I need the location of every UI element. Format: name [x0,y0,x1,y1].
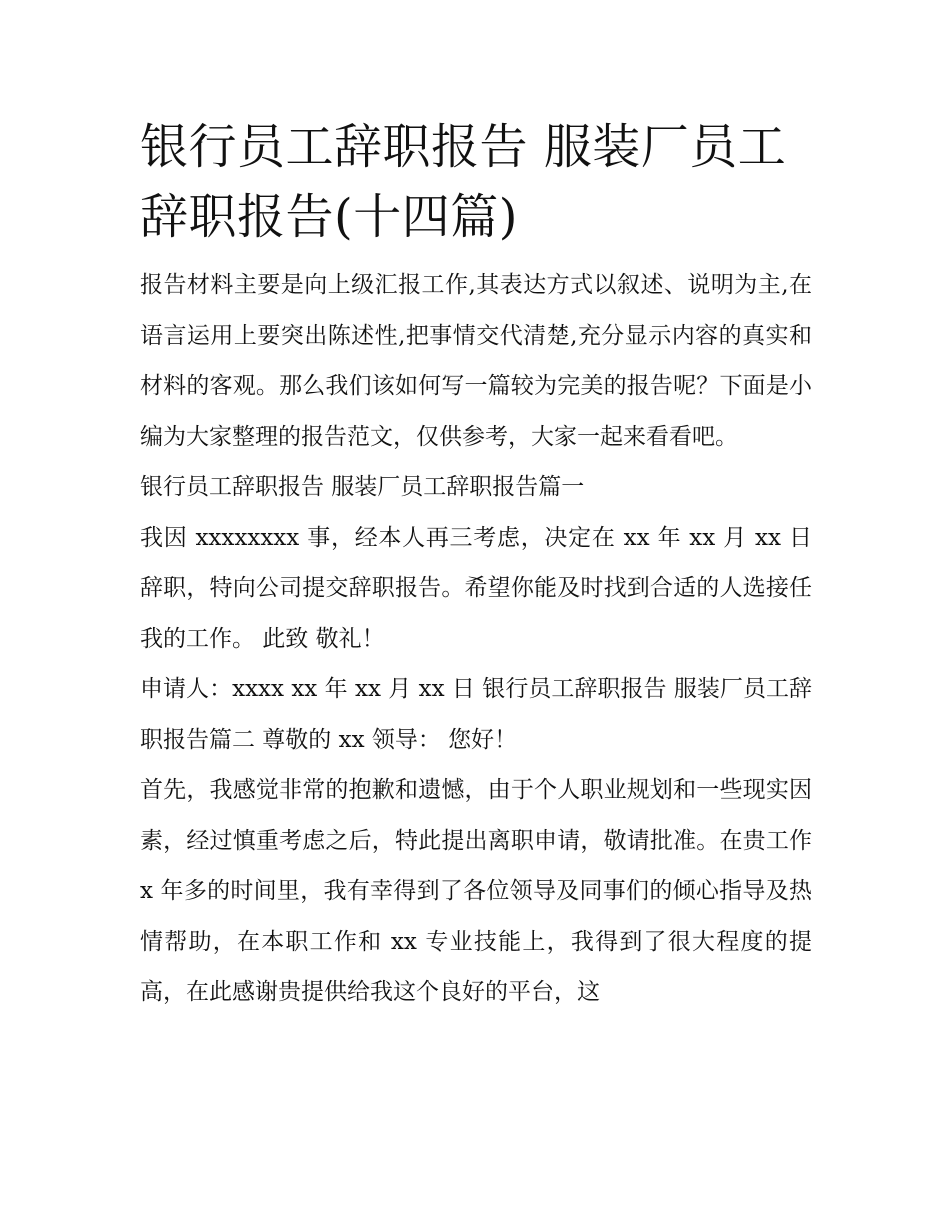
intro-paragraph: 报告材料主要是向上级汇报工作,其表达方式以叙述、说明为主,在语言运用上要突出陈述性,把事情交代清楚,充分显示内容的真实和材料的客观。那么我们该如何写一篇较为完美的报告呢？下面是小编为大家整理的报告范文，仅供参考，大家一起来看看吧。 [140,272,812,450]
applicant-paragraph: 申请人：xxxx xx 年 xx 月 xx 日 银行员工辞职报告 服装厂员工辞职报告篇二 尊敬的 xx 领导： 您好！ [140,676,812,753]
resignation-paragraph-2: 首先，我感觉非常的抱歉和遗憾，由于个人职业规划和一些现实因素，经过慎重考虑之后，特此提出离职申请，敬请批准。在贵工作 x 年多的时间里，我有幸得到了各位领导及同事们的倾心指导及热情帮助，在本职工作和 xx 专业技能上，我得到了很大程度的提高，在此感谢贵提供给我这个良好的平台，这 [140,777,812,1005]
document-body [140,112,812,1018]
document-title: 银行员工辞职报告 服装厂员工辞职报告(十四篇) [140,119,787,245]
resignation-paragraph-1: 我因 xxxxxxxx 事，经本人再三考虑，决定在 xx 年 xx 月 xx 日辞职，特向公司提交辞职报告。希望你能及时找到合适的人选接任我的工作。 此致 敬礼！ [140,524,812,652]
section-heading-1: 银行员工辞职报告 服装厂员工辞职报告篇一 [140,474,585,500]
